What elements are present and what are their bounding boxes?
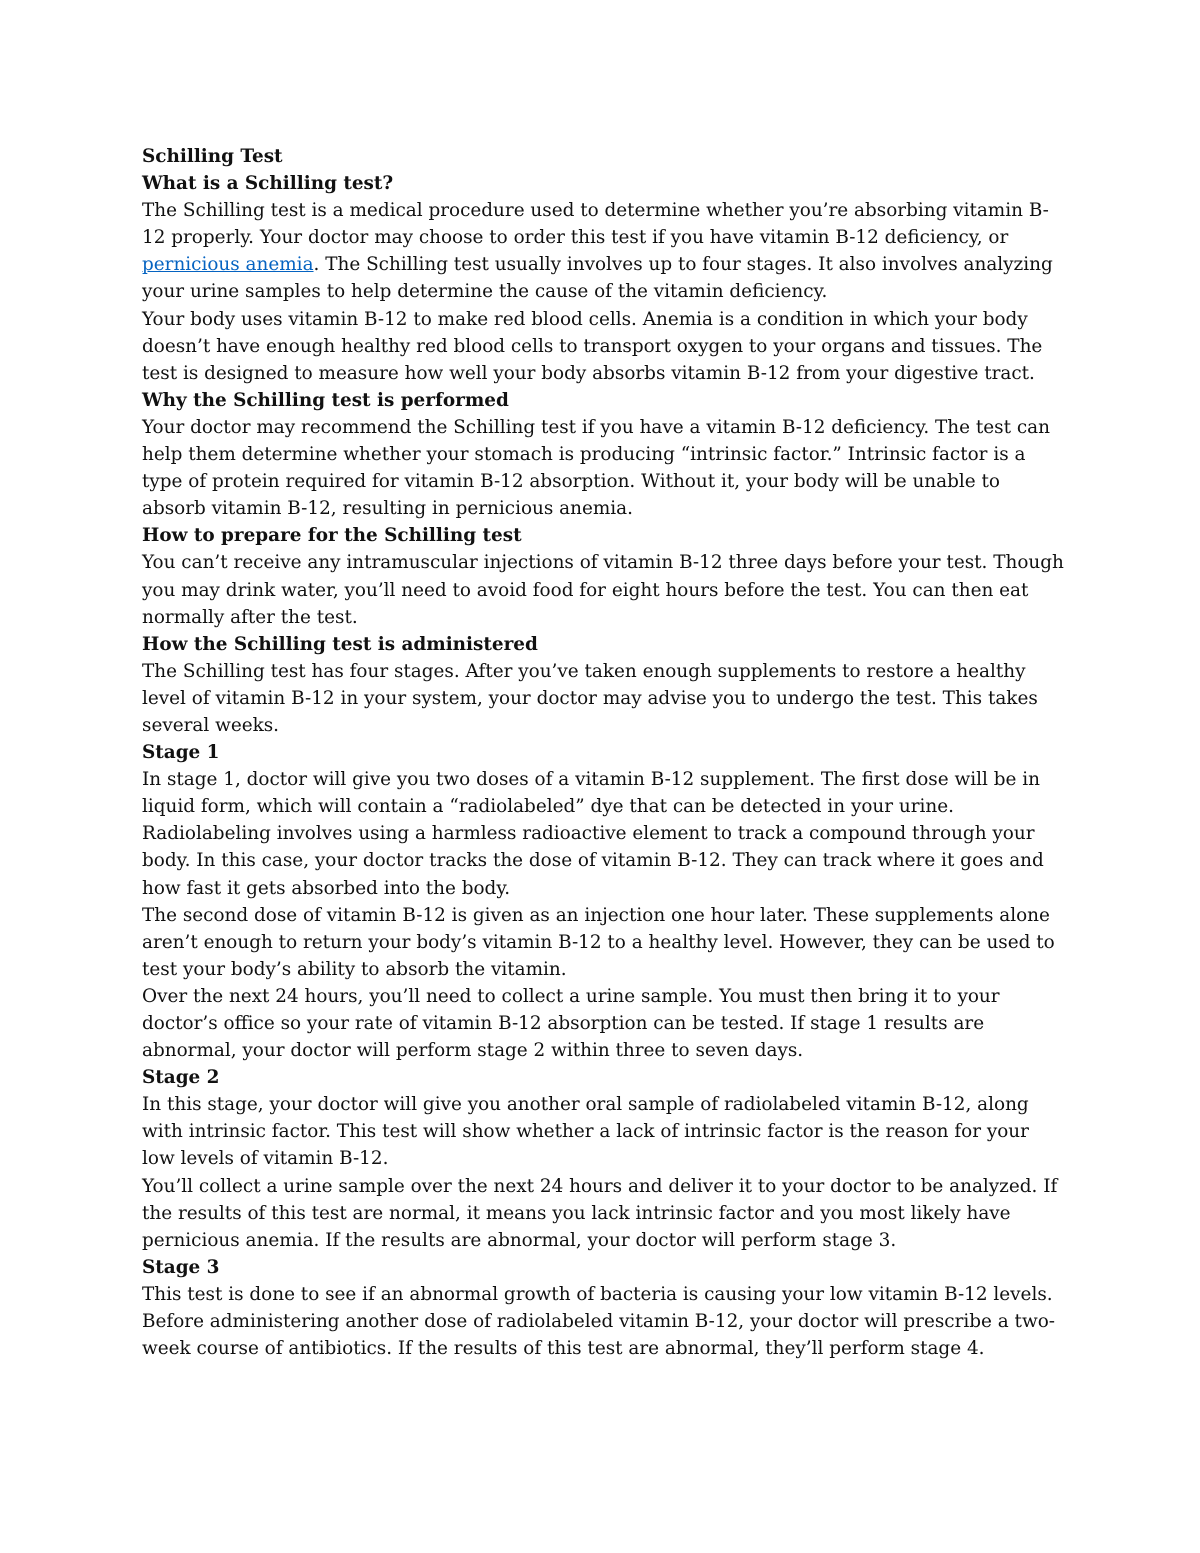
paragraph-how-prepare: You can’t receive any intramuscular injections of vitamin B-12 three days before your test. Though you may drink water, you’ll need to avoid food for eight hours before the test. You can then eat normally after the test.	[142, 552, 1064, 628]
section-heading-how-prepare: How to prepare for the Schilling test	[142, 525, 522, 547]
paragraph-stage-1-2: Radiolabeling involves using a harmless radioactive element to track a compound through your body. In this case, your doctor tracks the dose of vitamin B-12. They can track where it goes and how fast it gets absorbed into the body.	[142, 823, 1044, 899]
paragraph-text: The Schilling test is a medical procedure used to determine whether you’re absorbing vitamin B-12 properly. Your doctor may choose to order this test if you have vitamin B-12 deficiency, or	[142, 200, 1049, 249]
paragraph-why-performed: Your doctor may recommend the Schilling test if you have a vitamin B-12 deficiency. The test can help them determine whether your stomach is producing “intrinsic factor.” Intrinsic factor is a type of protein required for vitamin B-12 absorption. Without it, your body will be unable to absorb vitamin B-12, resulting in pernicious anemia.	[142, 416, 1050, 520]
paragraph-stage-1-3: The second dose of vitamin B-12 is given as an injection one hour later. These supplements alone aren’t enough to return your body’s vitamin B-12 to a healthy level. However, they can be used to test your body’s ability to absorb the vitamin.	[142, 904, 1055, 980]
paragraph-text: . The Schilling test usually involves up to four stages. It also involves analyzing your urine samples to help determine the cause of the vitamin deficiency.	[142, 254, 1053, 303]
section-heading-stage-3: Stage 3	[142, 1256, 220, 1278]
paragraph-stage-1-1: In stage 1, doctor will give you two doses of a vitamin B-12 supplement. The first dose will be in liquid form, which will contain a “radiolabeled” dye that can be detected in your urine.	[142, 769, 1040, 818]
paragraph-how-administered: The Schilling test has four stages. After you’ve taken enough supplements to restore a healthy level of vitamin B-12 in your system, your doctor may advise you to undergo the test. This takes several weeks.	[142, 660, 1038, 736]
document-page	[142, 143, 1067, 1362]
paragraph-stage-1-4: Over the next 24 hours, you’ll need to collect a urine sample. You must then bring it to your doctor’s office so your rate of vitamin B-12 absorption can be tested. If stage 1 results are abnormal, your doctor will perform stage 2 within three to seven days.	[142, 985, 1000, 1062]
paragraph-what-is-1	[142, 197, 1067, 305]
paragraph-stage-2-2: You’ll collect a urine sample over the next 24 hours and deliver it to your doctor to be analyzed. If the results of this test are normal, it means you lack intrinsic factor and you most likely have pernicious anemia. If the results are abnormal, your doctor will perform stage 3.	[142, 1175, 1058, 1251]
paragraph-stage-2-1: In this stage, your doctor will give you another oral sample of radiolabeled vitamin B-12, along with intrinsic factor. This test will show whether a lack of intrinsic factor is the reason for your low levels of vitamin B-12.	[142, 1094, 1029, 1170]
pernicious-anemia-link[interactable]: pernicious anemia	[142, 254, 314, 276]
section-heading-stage-1: Stage 1	[142, 742, 220, 764]
section-heading-how-administered: How the Schilling test is administered	[142, 633, 538, 655]
document-title: Schilling Test	[142, 146, 283, 167]
paragraph-stage-3-1: This test is done to see if an abnormal growth of bacteria is causing your low vitamin B-12 levels. Before administering another dose of radiolabeled vitamin B-12, your doctor will prescribe a two-week course of antibiotics. If the results of this test are abnormal, they’ll perform stage 4.	[142, 1283, 1055, 1360]
paragraph-what-is-2: Your body uses vitamin B-12 to make red blood cells. Anemia is a condition in which your body doesn’t have enough healthy red blood cells to transport oxygen to your organs and tissues. The test is designed to measure how well your body absorbs vitamin B-12 from your digestive tract.	[142, 308, 1043, 384]
section-heading-why-performed: Why the Schilling test is performed	[142, 389, 509, 411]
section-heading-what-is: What is a Schilling test?	[142, 173, 394, 195]
section-heading-stage-2: Stage 2	[142, 1067, 220, 1089]
